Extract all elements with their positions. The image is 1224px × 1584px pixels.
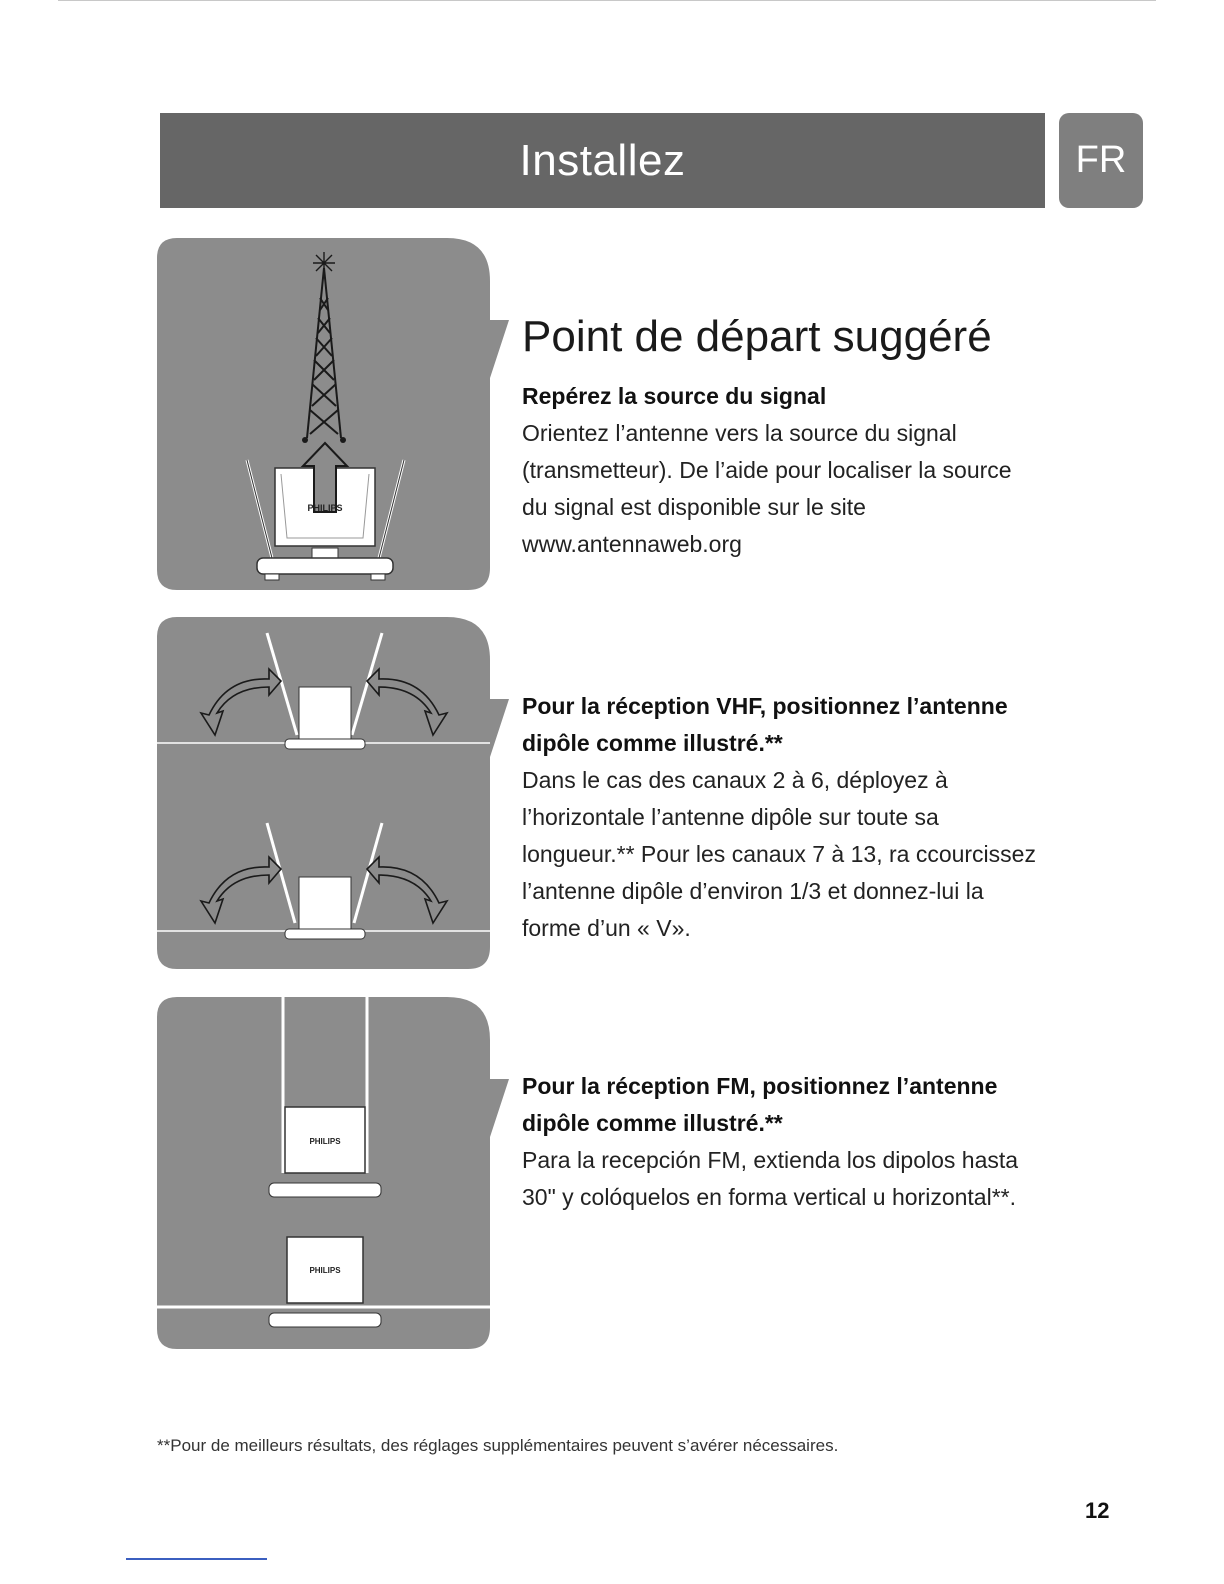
section-fm bbox=[522, 1068, 1042, 1216]
antenna-tower-illustration bbox=[157, 238, 490, 590]
language-badge bbox=[1059, 113, 1143, 208]
brand-label: PHILIPS bbox=[307, 503, 343, 513]
brand-label: PHILIPS bbox=[309, 1137, 341, 1146]
section-vhf bbox=[522, 688, 1042, 947]
page-title: Installez bbox=[519, 135, 686, 185]
section-subheading: Repérez la source du signal bbox=[522, 383, 827, 409]
bottom-rule bbox=[126, 1558, 267, 1560]
section-body: Para la recepción FM, extienda los dipolos hasta 30" y colóquelos en forma vertical u horizontal**. bbox=[522, 1147, 1019, 1210]
section-body: Dans le cas des canaux 2 à 6, déployez à l’horizontale l’antenne dipôle sur toute sa longueur.** Pour les canaux 7 à 13, ra ccourcissez l’antenne dipôle d’environ 1/3 et donnez-lui la forme d’un « V». bbox=[522, 767, 1036, 941]
footnote: **Pour de meilleurs résultats, des réglages supplémentaires peuvent s’avérer nécessaires. bbox=[157, 1436, 839, 1455]
top-rule bbox=[58, 0, 1156, 1]
section-body: Orientez l’antenne vers la source du signal (transmetteur). De l’aide pour localiser la source du signal est disponible sur le site www.antennaweb.org bbox=[522, 420, 1012, 557]
vhf-dipole-illustration bbox=[157, 617, 490, 969]
section-subheading: Pour la réception FM, positionnez l’antenne dipôle comme illustré.** bbox=[522, 1073, 998, 1136]
page-header-bar bbox=[160, 113, 1045, 208]
illustration-fm bbox=[157, 997, 490, 1349]
language-code: FR bbox=[1075, 139, 1127, 181]
section-subheading: Pour la réception VHF, positionnez l’antenne dipôle comme illustré.** bbox=[522, 693, 1008, 756]
section-starting-point bbox=[522, 310, 1042, 563]
section-title: Point de départ suggéré bbox=[522, 312, 992, 361]
page-number: 12 bbox=[1085, 1498, 1110, 1523]
fm-dipole-illustration bbox=[157, 997, 490, 1349]
illustration-signal-source bbox=[157, 238, 490, 590]
illustration-vhf bbox=[157, 617, 490, 969]
brand-label: PHILIPS bbox=[309, 1266, 341, 1275]
